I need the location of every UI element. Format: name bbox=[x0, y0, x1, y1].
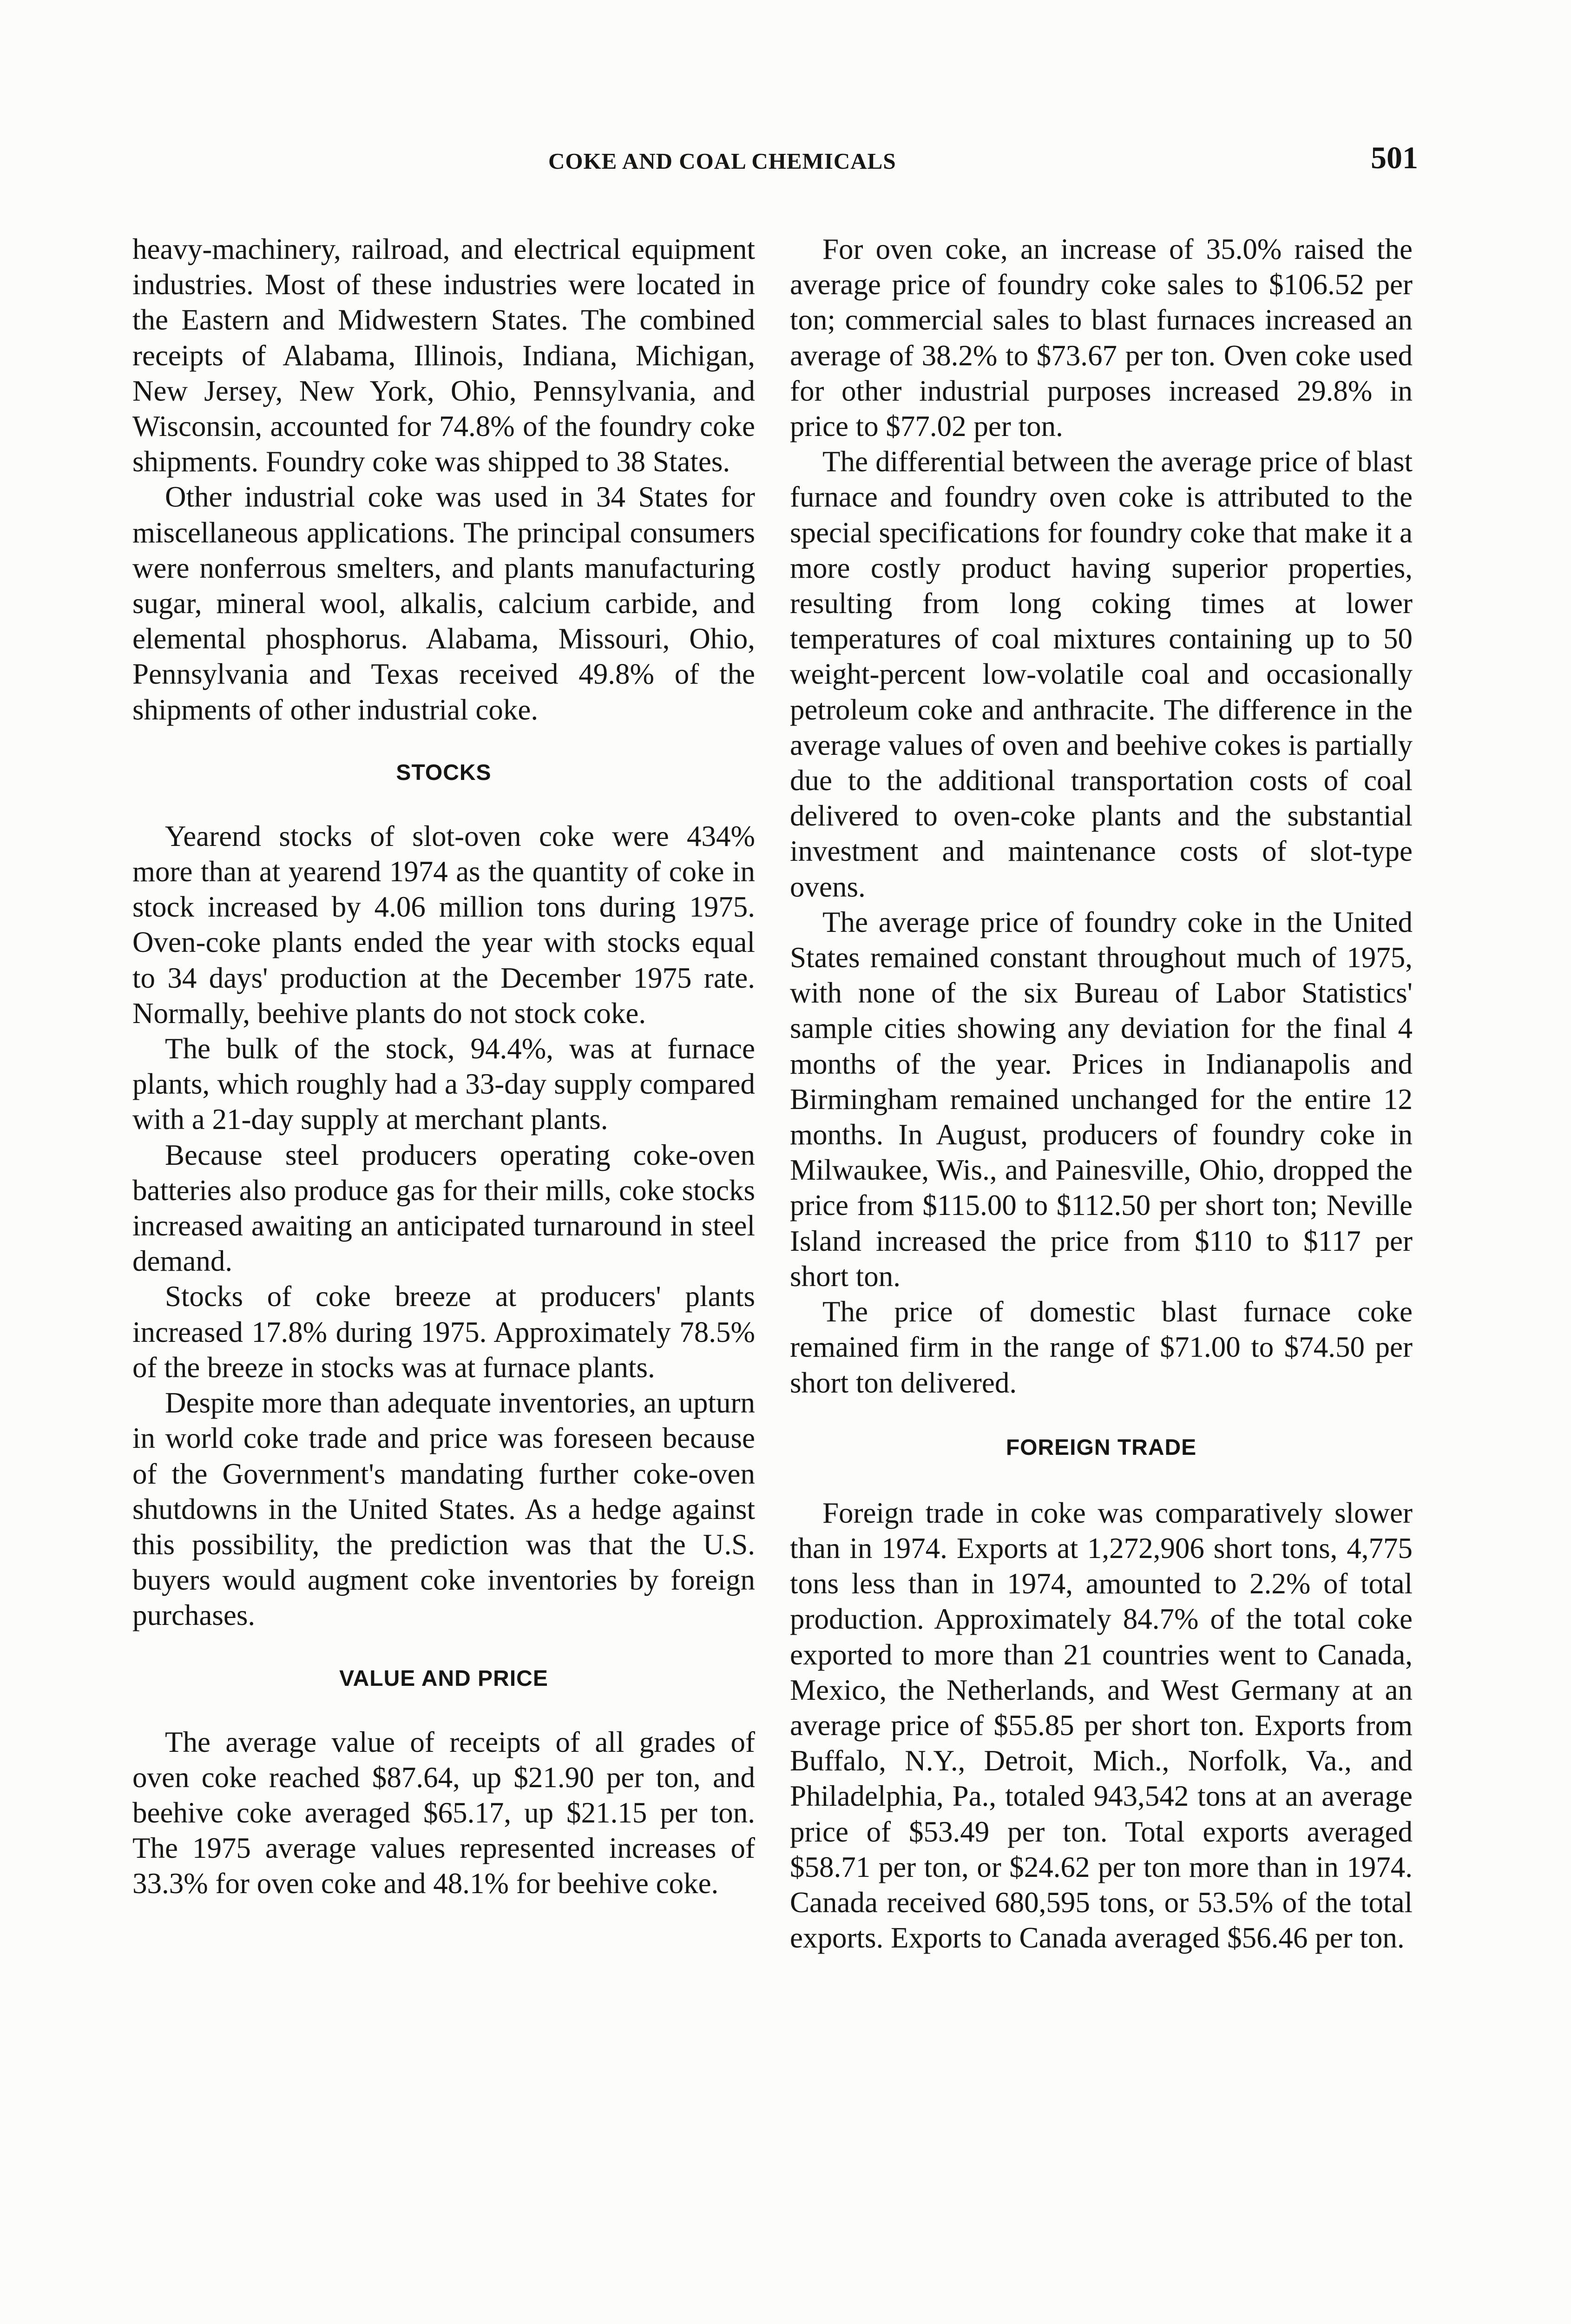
paragraph: Other industrial coke was used in 34 States for miscellaneous applications. The principal consumers were nonferrous smelters, and plants manufacturing sugar, mineral wool, alkalis, calcium carbide, and elemental phosphorus. Alabama, Missouri, Ohio, Pennsylvania and Texas received 49.8% of the shipments of other industrial coke. bbox=[132, 481, 755, 726]
paragraph: Yearend stocks of slot-oven coke were 434% more than at yearend 1974 as the quantity of coke in stock increased by 4.06 million tons during 1975. Oven-coke plants ended the year with stocks equal to 34 days' production at the December 1975 rate. Normally, beehive plants do not stock coke. bbox=[132, 819, 755, 1030]
paragraph: For oven coke, an increase of 35.0% raised the average price of foundry coke sales to $106.52 per ton; commercial sales to blast furnaces increased an average of 38.2% to $73.67 per ton. Oven coke used for other industrial purposes increased 29.8% in price to $77.02 per ton. bbox=[790, 233, 1413, 443]
paragraph: The bulk of the stock, 94.4%, was at furnace plants, which roughly had a 33-day supply compared with a 21-day supply at merchant plants. bbox=[132, 1032, 755, 1136]
section-heading-value-and-price: VALUE AND PRICE bbox=[339, 1666, 548, 1691]
paragraph: Despite more than adequate inventories, an upturn in world coke trade and price was foreseen because of the Government's mandating further coke-oven shutdowns in the United States. As a hedge against this possibility, the prediction was that the U.S. buyers would augment coke inventories by foreign purchases. bbox=[132, 1386, 755, 1632]
left-column bbox=[132, 231, 755, 1901]
right-column bbox=[790, 231, 1413, 1955]
section-heading-foreign-trade: FOREIGN TRADE bbox=[1006, 1435, 1197, 1460]
section-heading-stocks: STOCKS bbox=[396, 760, 492, 785]
paragraph: The average value of receipts of all grades of oven coke reached $87.64, up $21.90 per ton, and beehive coke averaged $65.17, up $21.15 per ton. The 1975 average values represented increases of 33.3% for oven coke and 48.1% for beehive coke. bbox=[132, 1725, 755, 1900]
paragraph: Stocks of coke breeze at producers' plants increased 17.8% during 1975. Approximately 78.5% of the breeze in stocks was at furnace plants. bbox=[132, 1280, 755, 1384]
paragraph: Foreign trade in coke was comparatively slower than in 1974. Exports at 1,272,906 short tons, 4,775 tons less than in 1974, amounted to 2.2% of total production. Approximately 84.7% of the total coke exported to more than 21 countries went to Canada, Mexico, the Netherlands, and West Germany at an average price of $55.85 per short ton. Exports from Buffalo, N.Y., Detroit, Mich., Norfolk, Va., and Philadelphia, Pa., totaled 943,542 tons at an average price of $53.49 per ton. Total exports averaged $58.71 per ton, or $24.62 per ton more than in 1974. Canada received 680,595 tons, or 53.5% of the total exports. Exports to Canada averaged $56.46 per ton. bbox=[790, 1496, 1413, 1954]
paragraph: heavy-machinery, railroad, and electrical equipment industries. Most of these industries were located in the Eastern and Midwestern States. The combined receipts of Alabama, Illinois, Indiana, Michigan, New Jersey, New York, Ohio, Pennsylvania, and Wisconsin, accounted for 74.8% of the foundry coke shipments. Foundry coke was shipped to 38 States. bbox=[132, 233, 755, 478]
paragraph: The average price of foundry coke in the United States remained constant throughout much of 1975, with none of the six Bureau of Labor Statistics' sample cities showing any deviation for the final 4 months of the year. Prices in Indianapolis and Birmingham remained unchanged for the entire 12 months. In August, producers of foundry coke in Milwaukee, Wis., and Painesville, Ohio, dropped the price from $115.00 to $112.50 per short ton; Neville Island increased the price from $110 to $117 per short ton. bbox=[790, 905, 1413, 1293]
page-number: 501 bbox=[1371, 140, 1418, 175]
paragraph: The price of domestic blast furnace coke remained firm in the range of $71.00 to $74.50 per short ton delivered. bbox=[790, 1295, 1413, 1399]
paragraph: Because steel producers operating coke-oven batteries also produce gas for their mills, coke stocks increased awaiting an anticipated turnaround in steel demand. bbox=[132, 1138, 755, 1278]
running-head: COKE AND COAL CHEMICALS bbox=[548, 148, 896, 174]
paragraph: The differential between the average price of blast furnace and foundry oven coke is attributed to the special specifications for foundry coke that make it a more costly product having superior properties, resulting from long coking times at lower temperatures of coal mixtures containing up to 50 weight-percent low-volatile coal and occasionally petroleum coke and anthracite. The difference in the average values of oven and beehive cokes is partially due to the additional transportation costs of coal delivered to oven-coke plants and the substantial investment and maintenance costs of slot-type ovens. bbox=[790, 445, 1413, 903]
